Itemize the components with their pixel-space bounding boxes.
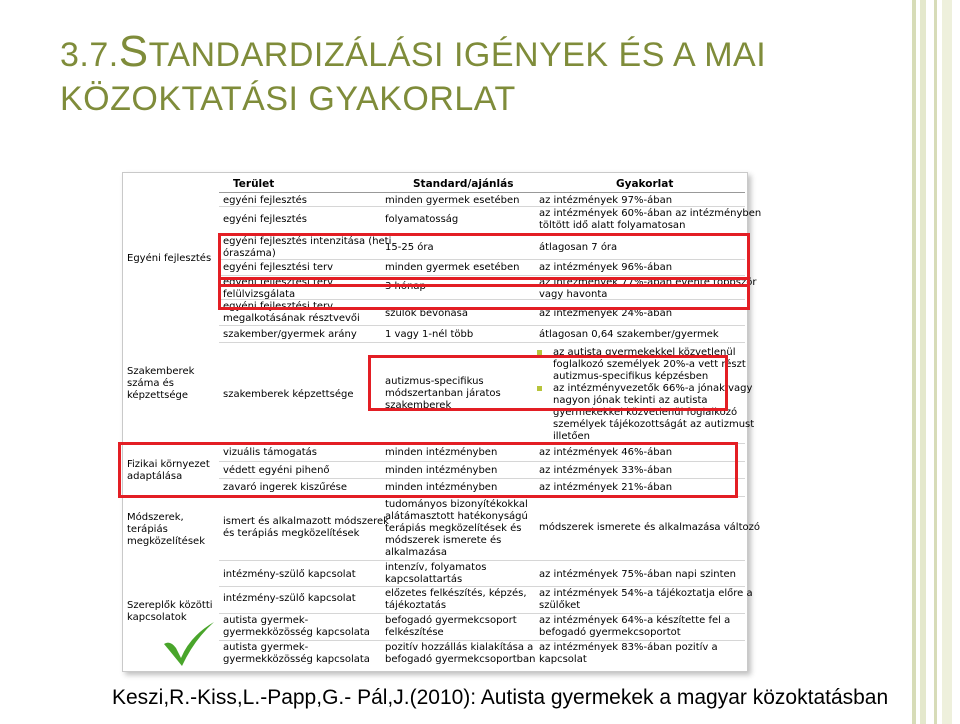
- row-standard: befogadó gyermekcsoport felkészítése: [385, 615, 517, 638]
- row-standard: intenzív, folyamatos kapcsolattartás: [385, 562, 487, 585]
- category-relations: Szereplők közötti kapcsolatok: [127, 600, 213, 623]
- row-standard: tudományos bizonyítékokkal alátámasztott hatékonyságú terápiás megközelítések és módszerek ismerete és alkalmazása: [385, 499, 528, 558]
- decorative-stripe: [934, 0, 937, 724]
- row-practice: az intézmények 97%-ában: [539, 195, 673, 206]
- row-area: egyéni fejlesztés: [223, 214, 307, 225]
- row-practice: módszerek ismerete és alkalmazása változó: [539, 522, 760, 533]
- row-divider: [219, 586, 745, 587]
- row-area: ismert és alkalmazott módszerek és terápiás megközelítések: [223, 516, 389, 539]
- header-practice: Gyakorlat: [616, 178, 674, 190]
- row-area: egyéni fejlesztés: [223, 195, 307, 206]
- row-area: szakemberek képzettsége: [223, 389, 354, 400]
- row-practice: az intézmények 21%-ában: [539, 482, 673, 493]
- row-practice: az intézmények 75%-ában napi szinten: [539, 569, 736, 580]
- row-divider: [219, 342, 745, 343]
- row-area: egyéni fejlesztési terv felülvizsgálata: [223, 277, 334, 300]
- row-area: intézmény-szülő kapcsolat: [223, 569, 356, 580]
- row-practice: az intézmények 60%-ában az intézményben töltött idő alatt folyamatosan: [539, 208, 762, 231]
- highlight-box: [368, 355, 728, 411]
- row-practice: az intézmények 96%-ában: [539, 262, 673, 273]
- row-area: egyéni fejlesztés intenzitása (heti óraszáma): [223, 236, 392, 259]
- slide-title-line-1: 3.7.STANDARDIZÁLÁSI IGÉNYEK ÉS A MAI: [60, 27, 767, 76]
- row-practice: az intézmények 77%-ában évente többször vagy havonta: [539, 277, 757, 300]
- row-area: autista gyermek- gyermekközösség kapcsolata: [223, 615, 370, 638]
- highlight-box: [218, 277, 750, 310]
- row-practice: az intézmények 46%-ában: [539, 447, 673, 458]
- row-practice: átlagosan 0,64 szakember/gyermek: [539, 329, 719, 340]
- header-standard: Standard/ajánlás: [413, 178, 514, 190]
- header-area: Terület: [233, 178, 275, 190]
- row-standard: szülők bevonása: [385, 308, 469, 319]
- row-standard: pozitív hozzállás kialakítása a befogadó gyermekcsoportban: [385, 642, 536, 665]
- slide-title: [60, 27, 880, 121]
- decorative-stripe: [912, 0, 916, 724]
- row-standard: 1 vagy 1-nél több: [385, 329, 474, 340]
- slide-title-line-2: KÖZOKTATÁSI GYAKORLAT: [60, 80, 516, 118]
- row-standard: minden intézményben: [385, 447, 498, 458]
- row-standard: minden intézményben: [385, 465, 498, 476]
- row-area: zavaró ingerek kiszűrése: [223, 482, 348, 493]
- row-practice: az intézmények 33%-ában: [539, 465, 673, 476]
- checkmark-icon: [160, 618, 218, 668]
- row-area: egyéni fejlesztési terv: [223, 262, 334, 273]
- row-standard: előzetes felkészítés, képzés, tájékoztatás: [385, 588, 527, 611]
- row-divider: [219, 192, 745, 193]
- row-standard: minden gyermek esetében: [385, 262, 520, 273]
- category-methods: Módszerek, terápiás megközelítések: [127, 512, 205, 547]
- row-divider: [219, 640, 745, 641]
- row-divider: [219, 560, 745, 561]
- row-standard: folyamatosság: [385, 214, 459, 225]
- category-staff: Szakemberek száma és képzettsége: [127, 366, 195, 401]
- row-area: védett egyéni pihenő: [223, 465, 330, 476]
- list-item: az autista gyermekekkel közvetlenül foglalkozó személyek 20%-a vett részt autizmus-specifikus képzésben: [537, 347, 754, 383]
- highlight-box: [118, 442, 738, 498]
- decorative-stripe: [920, 0, 926, 724]
- row-practice: az intézmények 83%-ában pozitív a kapcsolat: [539, 642, 718, 665]
- row-area: egyéni fejlesztési terv megalkotásának résztvevői: [223, 301, 360, 324]
- row-practice: az intézmények 54%-a tájékoztatja előre a szülőket: [539, 588, 753, 611]
- row-area: vizuális támogatás: [223, 447, 317, 458]
- row-practice: átlagosan 7 óra: [539, 242, 618, 253]
- category-physical: Fizikai környezet adaptálása: [127, 459, 210, 482]
- list-item: az intézményvezetők 66%-a jónak vagy nagyon jónak tekinti az autista gyermekekkel közvetlenül foglalkozó személyek tájékozottságát az autizmust illetően: [537, 383, 754, 443]
- row-standard: autizmus-specifikus módszertanban járatos szakemberek: [385, 376, 501, 411]
- row-standard: minden intézményben: [385, 482, 498, 493]
- row-standard: 15-25 óra: [385, 242, 434, 253]
- row-practice: az intézmények 24%-ában: [539, 308, 673, 319]
- category-individual: Egyéni fejlesztés: [127, 253, 212, 264]
- row-divider: [219, 325, 745, 326]
- row-divider: [219, 613, 745, 614]
- citation: Keszi,R.-Kiss,L.-Papp,G.- Pál,J.(2010): Autista gyermekek a magyar közoktatásban: [112, 686, 889, 709]
- row-standard: minden gyermek esetében: [385, 195, 520, 206]
- row-area: intézmény-szülő kapcsolat: [223, 593, 356, 604]
- row-standard: 3 hónap: [385, 281, 426, 292]
- decorative-stripe: [942, 0, 952, 724]
- row-area: autista gyermek- gyermekközösség kapcsolata: [223, 642, 370, 665]
- row-practice: az intézmények 64%-a készítette fel a befogadó gyermekcsoportot: [539, 615, 731, 638]
- row-area: szakember/gyermek arány: [223, 329, 357, 340]
